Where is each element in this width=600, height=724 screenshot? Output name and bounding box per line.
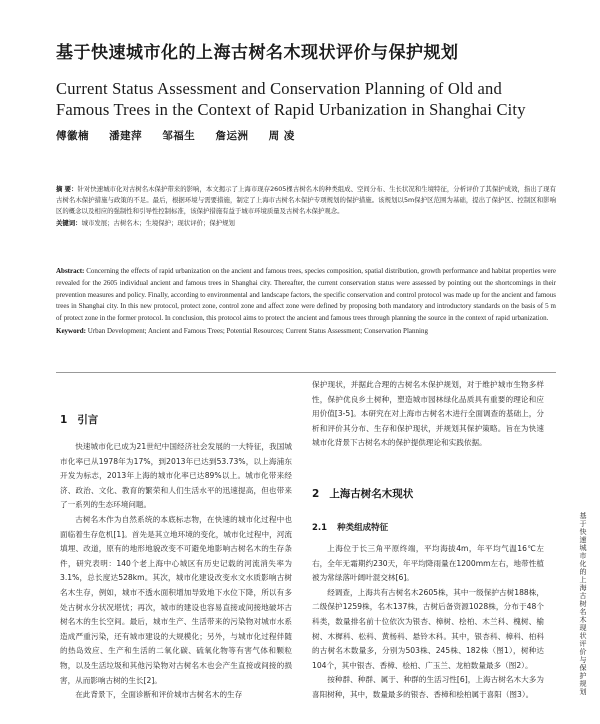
section-number: 1 [60,414,68,426]
body-paragraph: 古树名木作为自然系统的本底标志物，在快速的城市化过程中也面临着生存危机[1]。首先是其立地环境的变化，城市化过程中，河流填埋、改道，原有的地形地貌改变不可避免地影响古树名木的生存条件，研究表明：140个老上海中心城区有历史记载的河流消失率为3.1%，总长度达528km。其次，城市化建设改变水文水质影响古树名木生存，例如，城市不透水面积增加导致地下水位下降，所以有多处古树水分状况堪忧；再次，城市的建设也容易直接或间接地破坏古树名木的生长空间。最后，城市生产、生活带来的污染物对城市水系造成严重污染，还有城市建设的大规模化；另外，与城市化过程伴随的热岛效应、生产和生活的二氧化碳、硫氧化物等有害气体和颗粒物，以及生活垃圾和其他污染物对古树名木也会产生直接或间接的损害，从而影响古树的生长[2]。 [60,514,292,685]
author-name: 潘建萍 [109,130,143,142]
subsection-number: 2.1 [312,523,328,533]
abstract-en [56,266,556,338]
abstract-en-body [56,266,556,325]
subsection-2-1-heading [312,521,398,533]
author-name: 傅徽楠 [56,130,89,142]
running-head: 基于快速城市化的上海古树名木现状评价与保护规划 [579,512,587,696]
author-list [56,128,536,143]
right-column-intro [312,378,544,451]
section-title: 引言 [77,414,99,426]
keywords-en-text: Urban Development; Ancient and Famous Trees; Potential Resources; Current Status Assessment; Conservation Planning [87,326,428,335]
body-paragraph: 保护现状，并据此合理的古树名木保护规划，对于维护城市生物多样性，保护优良乡土树种，塑造城市园林绿化品质具有重要的理论和应用价值[3-5]。本研究在对上海市古树名木进行全面调查的基础上，分析和评价其分布、生存和保护现状，并规划其保护策略。旨在为快速城市化背景下古树名木的保护提供理论和实践依据。 [312,380,544,448]
body-paragraph: 上海位于长三角平原终端，平均海拔4m，年平均气温16℃左右，全年无霜期约230天，年平均降雨量在1200mm左右，地带性植被为常绿落叶阔叶混交林[6]。 [312,544,544,583]
keywords-en [56,326,556,338]
body-paragraph: 按种群、种群、属于、种群的生活习性[6]，上海古树名木大多为喜阳树种，其中，数量最多的银杏、香樟和桧柏属于喜阳（图3）。 [312,675,544,699]
left-column-body [60,440,292,703]
paper-title-cn: 基于快速城市化的上海古树名木现状评价与保护规划 [56,43,459,63]
body-paragraph: 经调查，上海共有古树名木2605株，其中一级保护古树188株，二级保护1259株，名木137株，古树后备资源1028株，分布于48个科类，数量排名前十位依次为银杏、樟树、桧柏、木兰科、槐树、榆树、木樨科、松科、黄杨科、悬铃木科。其中，银杏科、樟科、柏科的古树名木数量多，分别为503株、245株、182株（图1），树种达104个，其中银杏、香樟、桧柏、广玉兰、龙柏数量最多（图2）。 [312,587,544,670]
abstract-en-label: Abstract: [56,267,85,275]
keywords-cn [56,218,556,229]
abstract-cn-label: 摘 要： [56,185,78,193]
keywords-cn-label: 关键词： [56,219,82,227]
author-name: 邹福生 [162,130,196,142]
section-title: 上海古树名木现状 [329,488,414,500]
subsection-title: 种类组成特征 [337,523,389,533]
section-2-heading [312,486,423,501]
right-column-body [312,542,544,703]
abstract-cn-text: 针对快速城市化对古树名木保护带来的影响，本文揭示了上海市现存2605棵古树名木的种类组成、空间分布、生长状况和生境特征，分析评价了其保护成效，指出了现有古树名木保护措施与政策的不足。最后，根据环境与需要措施，制定了上海市古树名木保护专项规划的保护措施。该规划以5m保护区范围为基础，提出了保护区、控制区和影响区的概念以及相应的强制性和引导性控制标准，该保护措施有益于城市环境质量及古树名木保护观念。 [56,185,556,215]
author-name: 周 凌 [268,130,295,142]
paper-title-en: Current Status Assessment and Conservation Planning of Old and Famous Trees in the Context of Rapid Urbanization in Shanghai City [56,79,526,119]
abstract-en-text: Concerning the effects of rapid urbanization on the ancient and famous trees, species composition, spatial distribution, growth performance and habitat properties were revealed for the 2605 individual ancient and famous trees in Shanghai city. Thereafter, the current conservation status were assessed by pointing out the shortcomings in their prevention measures and policy. Finally, according to environmental and landscape factors, the specific conservation and control protocol was made up for the ancient and famous trees in Shanghai city. In this new protocol, protect zone, control zone and affect zone were defined by proposing both mandatory and introductory standards on the basis of 5 m of protect zone in the former protocol. In conclusion, this protocol aims to protect the ancient and famous trees through planning the source in the context of rapid urbanization. [56,267,557,323]
abstract-cn-body [56,184,556,217]
body-paragraph: 在此背景下，全面诊断和评价城市古树名木的生存 [75,690,243,700]
abstract-cn [56,184,556,229]
keywords-en-label: Keyword: [56,326,86,335]
section-number: 2 [312,488,320,500]
keywords-cn-text: 城市发展；古树名木；生境保护；现状评价；保护规划 [81,219,235,227]
body-paragraph: 快速城市化已成为21世纪中国经济社会发展的一大特征，我国城市化率已从1978年为17%，到2013年已达到53.73%，以上海浦东开发为标志，2013年上海的城市化率已达89%以上。城市化带来经济、政治、文化、教育的繁荣和人们生活水平的迅速提高，但也带来了一系列的生态环境问题。 [60,442,292,510]
author-name: 詹运洲 [215,130,249,142]
section-divider [56,372,556,373]
section-1-heading [60,412,108,427]
